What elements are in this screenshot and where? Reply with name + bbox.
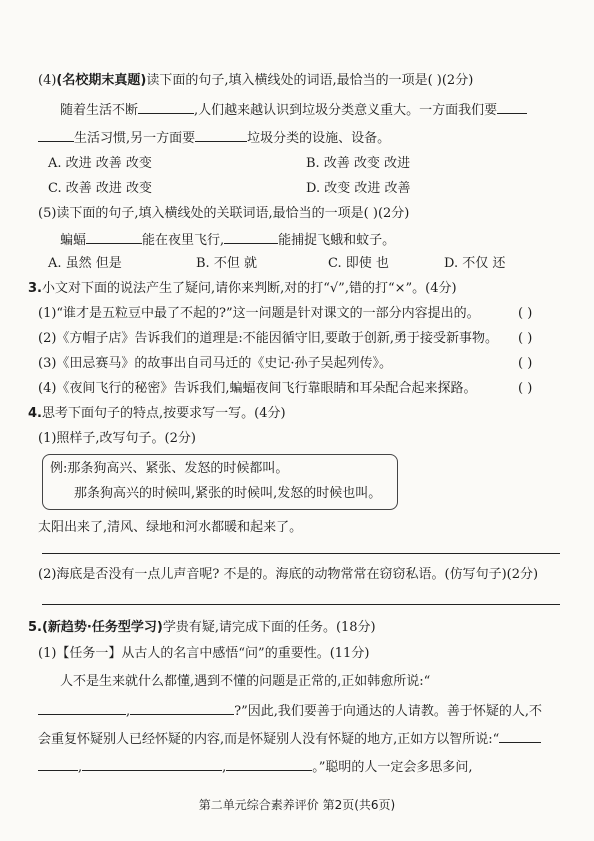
- q4-option-a[interactable]: A. 改进 改善 改变: [48, 156, 152, 171]
- rewrite-prompt: 太阳出来了,清风、绿地和河水都暖和起来了。: [38, 520, 303, 535]
- section4-sub1: (1)照样子,改写句子。(2分): [38, 431, 196, 446]
- task1-blank-6[interactable]: [226, 757, 312, 771]
- section3-title: 3.小文对下面的说法产生了疑问,请你来判断,对的打“√”,错的打“×”。(4分): [28, 281, 457, 296]
- q4-blank-2b[interactable]: [38, 128, 74, 142]
- task1-paragraph-line-1: 人不是生来就什么都懂,遇到不懂的问题是正常的,正如韩愈所说:“: [60, 674, 431, 689]
- section3-item-1: (1)“谁才是五粒豆中最了不起的?”这一问题是针对课文的一部分内容提出的。: [38, 306, 480, 321]
- q4-sentence-line-2: 生活习惯,另一方面要 垃圾分类的设施、设备。: [38, 128, 390, 148]
- task1-paragraph-line-2: , ?”因此,我们要善于向通达的人请教。善于怀疑的人,不: [38, 701, 542, 721]
- section3-number: 3.: [28, 281, 42, 296]
- section4-number: 4.: [28, 406, 42, 421]
- page-footer: 第二单元综合素养评价 第2页(共6页): [198, 798, 396, 812]
- answer-line-2[interactable]: [42, 604, 560, 605]
- section4-sub2: (2)海底是否没有一点儿声音呢? 不是的。海底的动物常常在窃窃私语。(仿写句子)(2分): [38, 567, 539, 582]
- task1-blank-4[interactable]: [38, 757, 78, 771]
- q4-number: (4): [38, 73, 57, 88]
- q5-stem: (5)读下面的句子,填入横线处的关联词语,最恰当的一项是( )(2分): [38, 206, 410, 221]
- section3-item-4: (4)《夜间飞行的秘密》告诉我们,蝙蝠夜间飞行靠眼睛和耳朵配合起来探路。: [38, 381, 477, 396]
- q4-blank-1[interactable]: [138, 100, 194, 114]
- example-sentence-2: 那条狗高兴的时候叫,紧张的时候叫,发怒的时候也叫。: [74, 486, 382, 501]
- q4-blank-2[interactable]: [497, 100, 527, 114]
- answer-line-1[interactable]: [42, 553, 560, 554]
- q4-tag: (名校期末真题): [56, 73, 147, 88]
- section3-answer-4[interactable]: ( ): [518, 381, 533, 396]
- q4-text: 读下面的句子,填入横线处的词语,最恰当的一项是( )(2分): [146, 73, 474, 88]
- section5-tag: (新趋势·任务型学习): [41, 620, 163, 635]
- q5-blank-2[interactable]: [224, 230, 278, 244]
- section3-answer-3[interactable]: ( ): [518, 356, 533, 371]
- q5-option-b[interactable]: B. 不但 就: [196, 256, 257, 271]
- section4-title: 4.思考下面句子的特点,按要求写一写。(4分): [28, 406, 286, 421]
- section5-title: 5.(新趋势·任务型学习)学贵有疑,请完成下面的任务。(18分): [28, 620, 376, 635]
- q5-option-c[interactable]: C. 即使 也: [328, 256, 389, 271]
- section3-item-2: (2)《方帽子店》告诉我们的道理是:不能因循守旧,要敢于创新,勇于接受新事物。: [38, 331, 499, 346]
- q4-option-c[interactable]: C. 改善 改进 改变: [48, 181, 153, 196]
- example-sentence-1: 例:那条狗高兴、紧张、发怒的时候都叫。: [50, 461, 289, 476]
- q4-sentence-line-1: 随着生活不断 ,人们越来越认识到垃圾分类意义重大。一方面我们要: [60, 100, 527, 120]
- q5-option-a[interactable]: A. 虽然 但是: [48, 256, 122, 271]
- q4-blank-3[interactable]: [195, 128, 247, 142]
- q5-blank-1[interactable]: [86, 230, 142, 244]
- task1-paragraph-line-4: , , 。”聪明的人一定会多思多问,: [38, 757, 473, 777]
- task1-blank-3[interactable]: [499, 729, 541, 743]
- task1-title: (1)【任务一】从古人的名言中感悟“问”的重要性。(11分): [38, 646, 370, 661]
- section5-number: 5.: [28, 620, 42, 635]
- section3-item-3: (3)《田忌赛马》的故事出自司马迁的《史记·孙子吴起列传》。: [38, 356, 393, 371]
- task1-blank-1[interactable]: [38, 701, 126, 715]
- task1-blank-2[interactable]: [130, 701, 234, 715]
- section3-answer-2[interactable]: ( ): [518, 331, 533, 346]
- task1-paragraph-line-3: 会重复怀疑别人已经怀疑的内容,而是怀疑别人没有怀疑的地方,正如方以智所说:“: [38, 729, 541, 749]
- q4-option-d[interactable]: D. 改变 改进 改善: [306, 181, 411, 196]
- section3-answer-1[interactable]: ( ): [518, 306, 533, 321]
- q5-option-d[interactable]: D. 不仅 还: [444, 256, 506, 271]
- q4-stem: [38, 72, 473, 90]
- q5-sentence: 蝙蝠 能在夜里飞行, 能捕捉飞蛾和蚊子。: [60, 230, 395, 250]
- q4-option-b[interactable]: B. 改善 改变 改进: [306, 156, 411, 171]
- task1-blank-5[interactable]: [82, 757, 222, 771]
